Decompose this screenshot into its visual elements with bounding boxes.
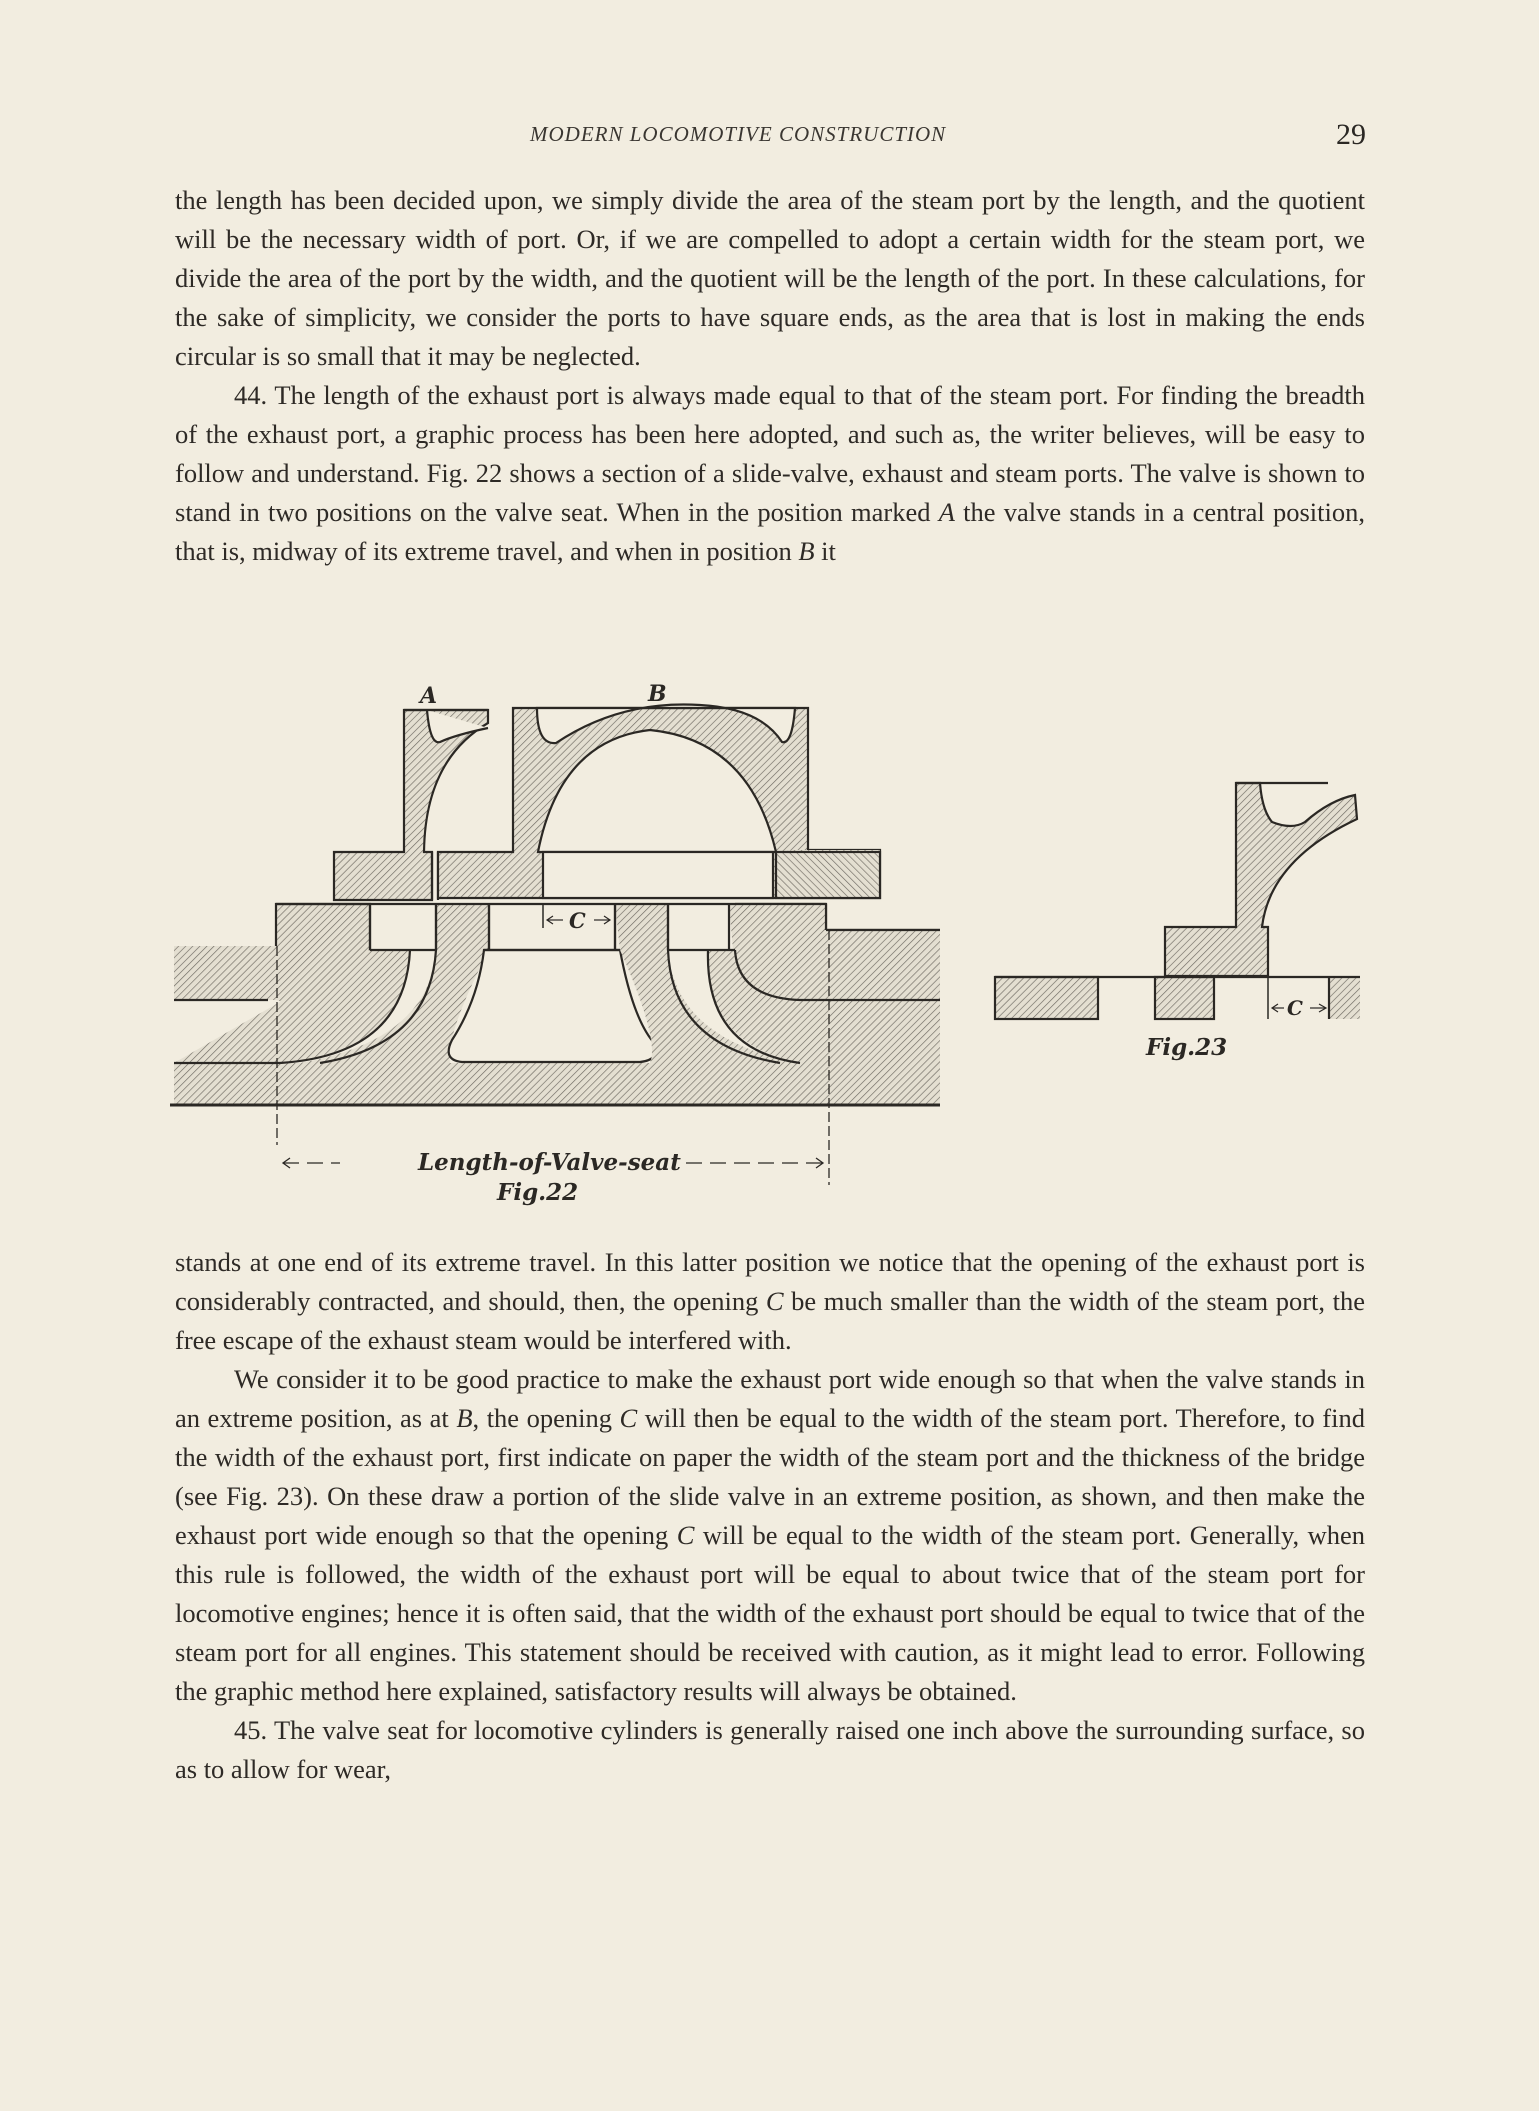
label-c-ref: C xyxy=(765,1286,784,1316)
label-c-ref: C xyxy=(619,1403,638,1433)
label-c-ref: C xyxy=(676,1520,695,1550)
paragraph-44: 44. The length of the exhaust port is always made equal to that of the steam port. For finding the breadth of the exhaust port, a graphic process has been here adopted, and such as, the writer believes, will be easy to follow and understand. Fig. 22 shows a section of a slide-valve, exhaust and steam ports. The valve is shown to stand in two positions on the valve seat. When in the position marked A the valve stands in a central position, that is, midway of its extreme travel, and when in position B it xyxy=(175,380,1365,566)
label-b-ref: B xyxy=(456,1403,473,1433)
paragraph-good-practice: We consider it to be good practice to make the exhaust port wide enough so that when the valve stands in an extreme position, as at B, the opening C will then be equal to the width of the steam port. Therefore, to find the width of the exhaust port, first indicate on paper the width of the steam port and the thickness of the bridge (see Fig. 23). On these draw a portion of the slide valve in an extreme position, as shown, and then make the exhaust port wide enough so that the opening C will be equal to the width of the steam port. Generally, when this rule is followed, the width of the exhaust port will be equal to about twice that of the steam port for locomotive engines; hence it is often said, that the width of the exhaust port should be equal to twice that of the steam port for all engines. This statement should be received with caution, as it might lead to error. Following the graphic method here explained, satisfactory results will always be obtained. xyxy=(175,1364,1365,1706)
text-block-bottom xyxy=(175,1243,1365,1789)
text-block-top xyxy=(175,181,1365,571)
fig22-drawing xyxy=(170,704,940,1185)
fig22-caption: Fig.22 xyxy=(497,1179,579,1206)
fig23-caption: Fig.23 xyxy=(1146,1034,1228,1061)
valve-diagrams xyxy=(0,660,1539,1220)
fig22-label-c: C xyxy=(569,908,586,933)
fig22-label-a: A xyxy=(420,683,438,709)
fig22-label-b: B xyxy=(648,681,667,707)
paragraph-45: 45. The valve seat for locomotive cylinders is generally raised one inch above the surrounding surface, so as to allow for wear, xyxy=(175,1715,1365,1784)
fig23-drawing xyxy=(995,783,1360,1019)
fig22-dimension-label: Length-of-Valve-seat xyxy=(418,1149,681,1176)
label-b-ref: B xyxy=(798,536,815,566)
page-number: 29 xyxy=(1336,118,1366,151)
figure-area xyxy=(0,660,1539,1220)
running-head xyxy=(0,118,1539,158)
fig23-label-c: C xyxy=(1287,996,1303,1020)
label-a-ref: A xyxy=(938,497,955,527)
paragraph-continuation: stands at one end of its extreme travel. In this latter position we notice that the opening of the exhaust port is considerably contracted, and should, then, the opening C be much smaller than the width of the steam port, the free escape of the exhaust steam would be interfered with. xyxy=(175,1247,1365,1355)
running-title: MODERN LOCOMOTIVE CONSTRUCTION xyxy=(530,122,947,146)
paragraph-port-dimensions: the length has been decided upon, we simply divide the area of the steam port by the length, and the quotient will be the necessary width of port. Or, if we are compelled to adopt a certain width for the steam port, we divide the area of the port by the width, and the quotient will be the length of the port. In these calculations, for the sake of simplicity, we consider the ports to have square ends, as the area that is lost in making the ends circular is so small that it may be neglected. xyxy=(175,185,1365,371)
